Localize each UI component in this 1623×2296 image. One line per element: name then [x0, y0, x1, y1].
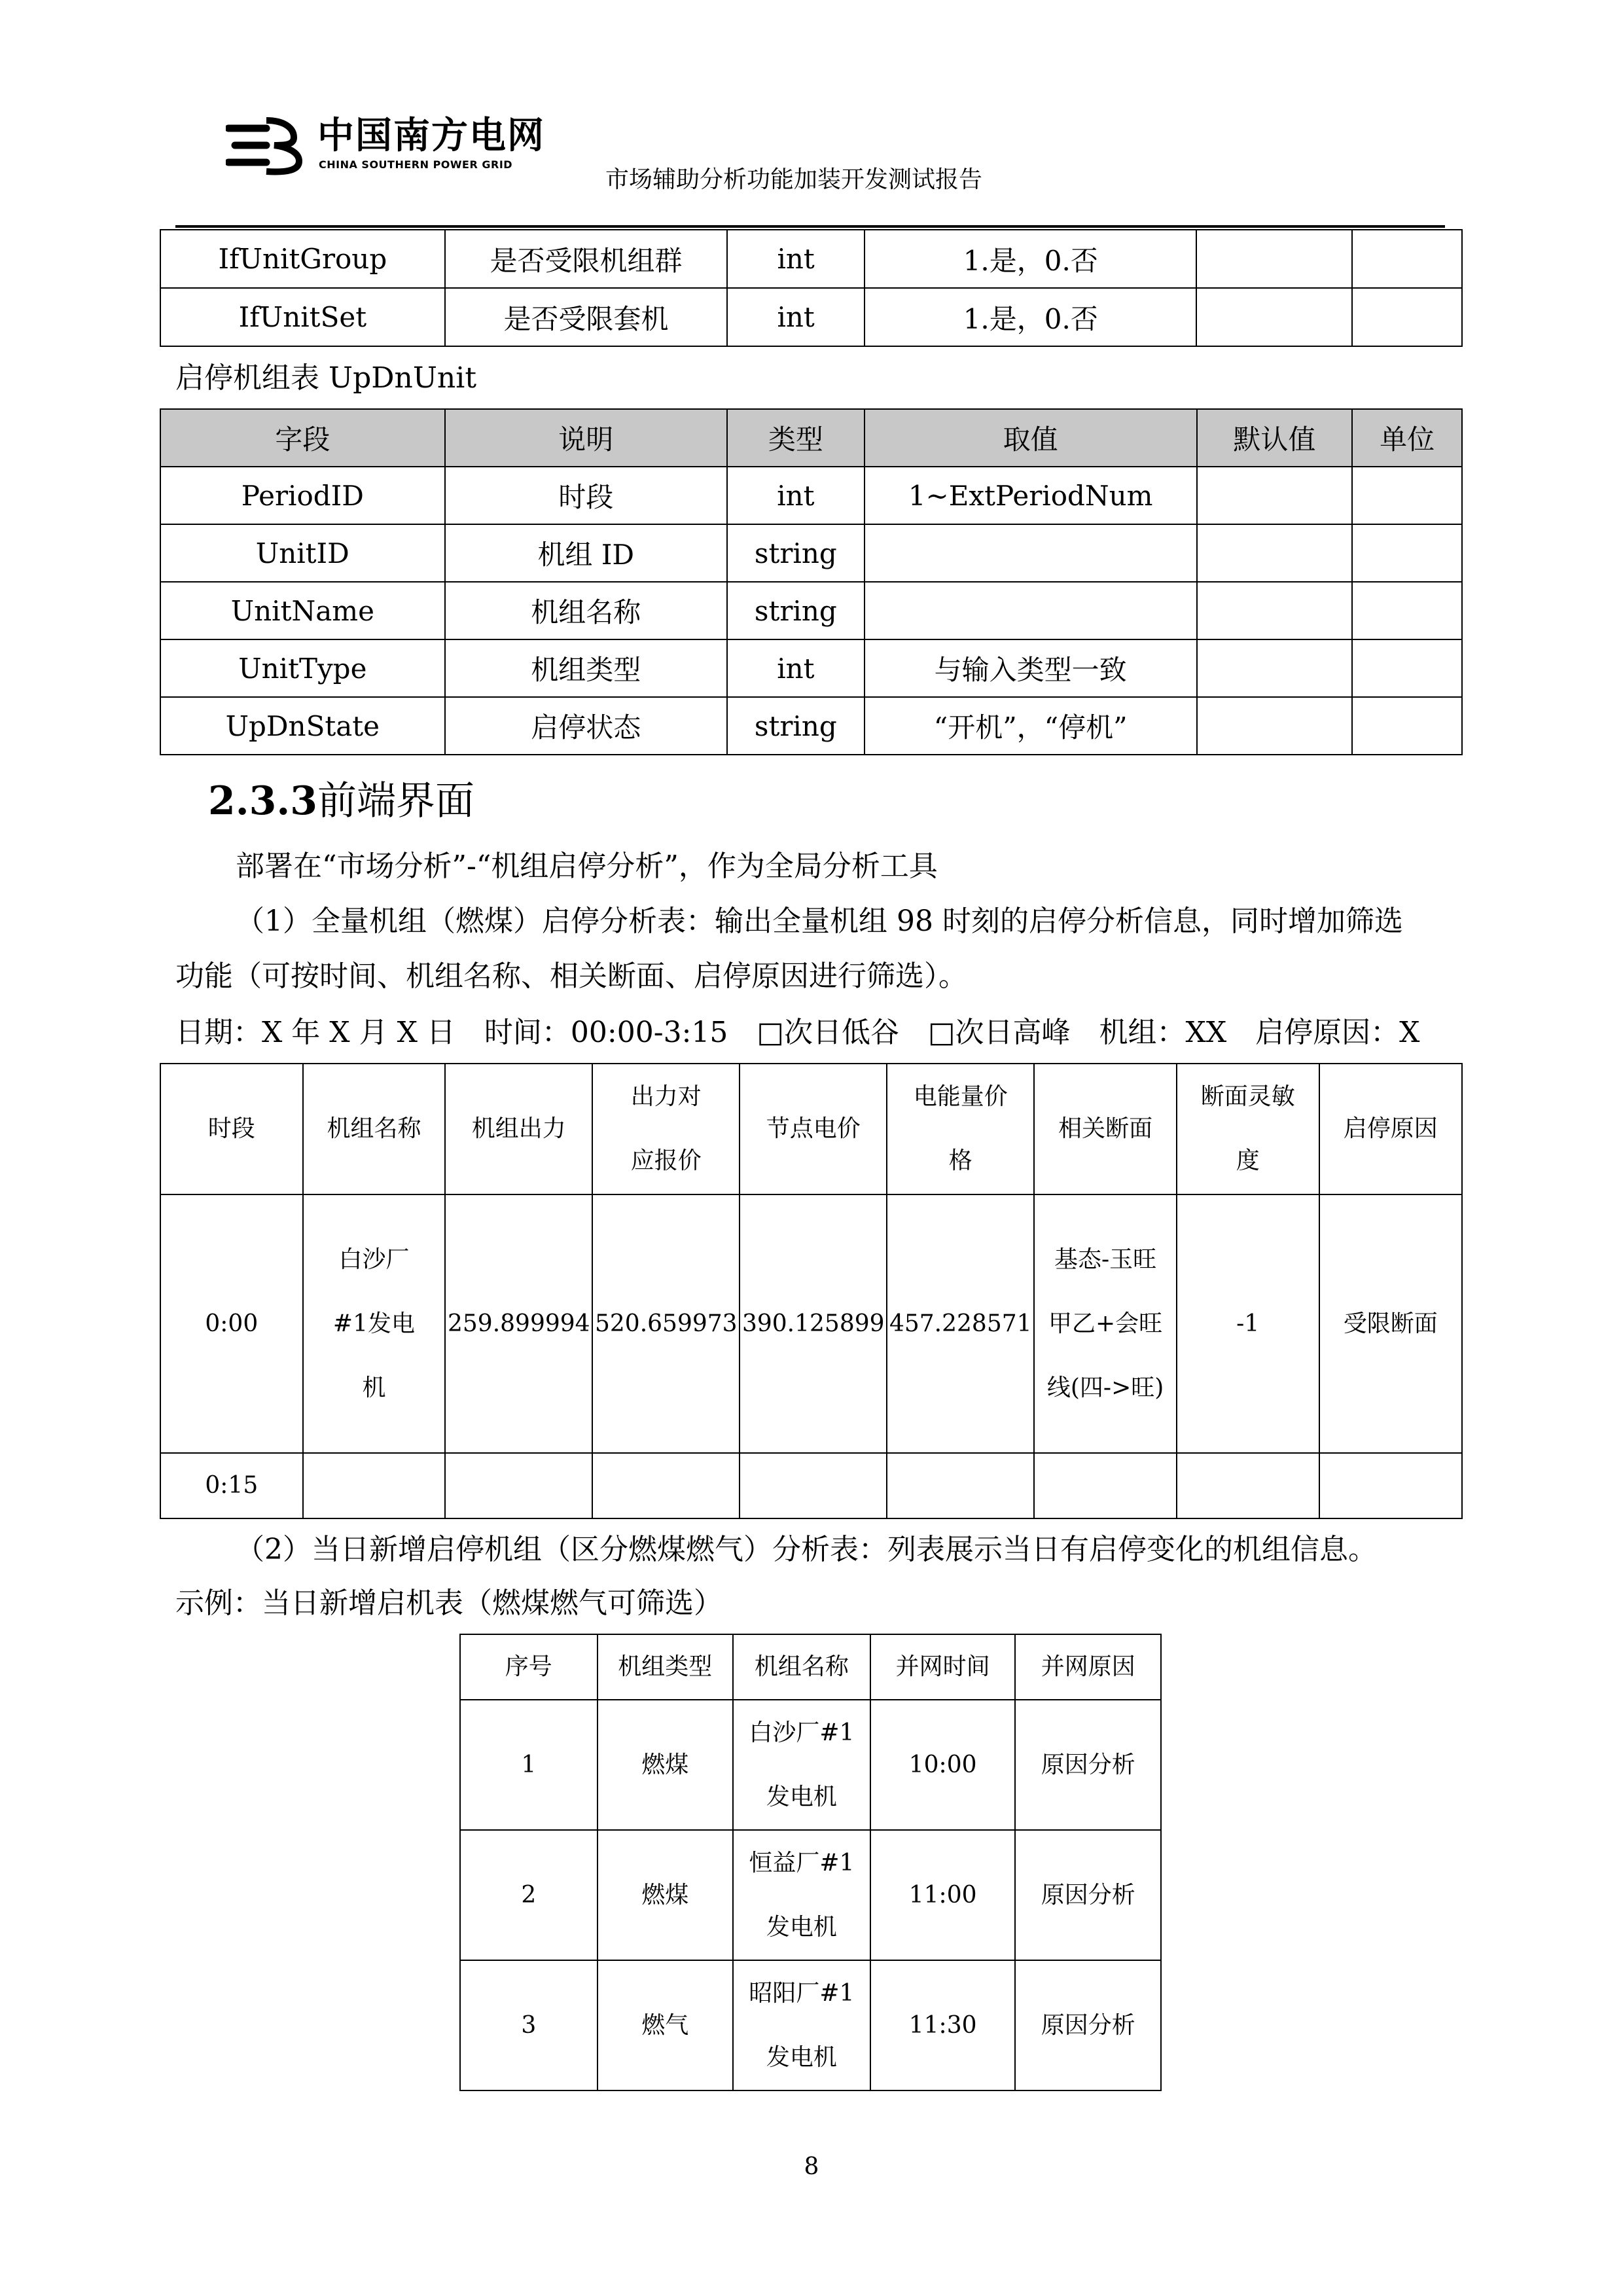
- table-cell: 与输入类型一致: [865, 639, 1197, 697]
- table-cell: 燃煤: [597, 1830, 734, 1960]
- table-cell: 机组名称: [445, 582, 727, 639]
- table-cell: [1034, 1453, 1177, 1518]
- column-header: 机组名称: [303, 1064, 446, 1194]
- column-header: 机组出力: [445, 1064, 592, 1194]
- table-cell: [1196, 288, 1352, 346]
- table-cell: UpDnState: [160, 697, 445, 755]
- company-logo: [226, 115, 566, 175]
- table-cell: [887, 1453, 1034, 1518]
- table-cell: [1197, 524, 1353, 582]
- table-cell: 1~ExtPeriodNum: [865, 467, 1197, 524]
- table-row: [160, 467, 1462, 524]
- table-cell: string: [727, 582, 865, 639]
- column-header: 并网时间: [870, 1634, 1016, 1700]
- power-grid-logo-icon: [226, 115, 304, 175]
- table-cell: [740, 1453, 887, 1518]
- header-divider: [175, 225, 1445, 228]
- section-number: 2.3.3: [208, 778, 318, 824]
- table-cell: 1.是，0.否: [865, 288, 1196, 346]
- column-header: 相关断面: [1034, 1064, 1177, 1194]
- table-cell: 白沙厂#1发电机: [733, 1700, 870, 1830]
- column-header: 时段: [160, 1064, 303, 1194]
- table-cell: 启停状态: [445, 697, 727, 755]
- column-header: 电能量价格: [887, 1064, 1034, 1194]
- table-row: [160, 524, 1462, 582]
- item1-text-line1: （1）全量机组（燃煤）启停分析表：输出全量机组 98 时刻的启停分析信息，同时增加筛选: [236, 905, 1403, 938]
- table-header-row: [460, 1634, 1161, 1700]
- table-cell: [303, 1453, 446, 1518]
- column-header: 机组类型: [597, 1634, 734, 1700]
- column-header: 启停原因: [1319, 1064, 1462, 1194]
- table-cell: 11:30: [870, 1960, 1016, 2090]
- table-cell: int: [727, 288, 865, 346]
- filter-bar: 日期：X 年 X 月 X 日 时间：00:00-3:15 □次日低谷 □次日高峰 机组：XX 启停原因：X: [175, 1016, 1420, 1049]
- updn-unit-table: [160, 408, 1463, 755]
- table-row: [460, 1830, 1161, 1960]
- logo-chinese-name: 中国南方电网: [317, 115, 545, 157]
- table-cell: [592, 1453, 740, 1518]
- table-cell: [1319, 1453, 1462, 1518]
- table-cell: [865, 524, 1197, 582]
- table-cell: 10:00: [870, 1700, 1016, 1830]
- table-cell: 0:00: [160, 1194, 303, 1453]
- table-cell: int: [727, 639, 865, 697]
- table-cell: 11:00: [870, 1830, 1016, 1960]
- table-cell: [1352, 524, 1462, 582]
- table-cell: 520.659973: [592, 1194, 740, 1453]
- table-header-row: [160, 1064, 1462, 1194]
- table-row: [160, 1194, 1462, 1453]
- column-header: 序号: [460, 1634, 597, 1700]
- table-cell: 机组类型: [445, 639, 727, 697]
- table-cell: [1352, 230, 1462, 288]
- table-cell: IfUnitSet: [160, 288, 445, 346]
- table-cell: 390.125899: [740, 1194, 887, 1453]
- table-cell: 是否受限机组群: [445, 230, 727, 288]
- column-header: 单位: [1352, 409, 1462, 467]
- table-cell: 原因分析: [1015, 1960, 1161, 2090]
- table-cell: [865, 582, 1197, 639]
- table-cell: 机组 ID: [445, 524, 727, 582]
- table-cell: UnitType: [160, 639, 445, 697]
- table-cell: 昭阳厂#1发电机: [733, 1960, 870, 2090]
- table-cell: UnitName: [160, 582, 445, 639]
- table-header-row: [160, 409, 1462, 467]
- column-header: 并网原因: [1015, 1634, 1161, 1700]
- table-cell: 2: [460, 1830, 597, 1960]
- table-cell: 457.228571: [887, 1194, 1034, 1453]
- table-cell: 原因分析: [1015, 1830, 1161, 1960]
- table-cell: [445, 1453, 592, 1518]
- field-table-continued: [160, 229, 1463, 347]
- table-row: [160, 288, 1462, 346]
- table-cell: string: [727, 524, 865, 582]
- table-cell: 燃煤: [597, 1700, 734, 1830]
- table-row: [160, 1453, 1462, 1518]
- section-intro: 部署在“市场分析”-“机组启停分析”，作为全局分析工具: [236, 850, 938, 883]
- table-cell: 3: [460, 1960, 597, 2090]
- item1-text-line2: 功能（可按时间、机组名称、相关断面、启停原因进行筛选）。: [175, 960, 967, 993]
- table-cell: int: [727, 467, 865, 524]
- table-row: [160, 697, 1462, 755]
- column-header: 默认值: [1197, 409, 1353, 467]
- table-cell: string: [727, 697, 865, 755]
- table-row: [160, 639, 1462, 697]
- table-row: [160, 230, 1462, 288]
- table-cell: 燃气: [597, 1960, 734, 2090]
- column-header: 节点电价: [740, 1064, 887, 1194]
- table-cell: -1: [1177, 1194, 1319, 1453]
- new-startup-unit-table: [459, 1634, 1162, 2091]
- table-cell: 是否受限套机: [445, 288, 727, 346]
- column-header: 说明: [445, 409, 727, 467]
- table-cell: [1352, 639, 1462, 697]
- table-cell: 1: [460, 1700, 597, 1830]
- table-cell: int: [727, 230, 865, 288]
- table-cell: 基态-玉旺甲乙+会旺线(四->旺): [1034, 1194, 1177, 1453]
- table-row: [460, 1960, 1161, 2090]
- table-cell: [1197, 639, 1353, 697]
- item2-text-line1: （2）当日新增启停机组（区分燃煤燃气）分析表：列表展示当日有启停变化的机组信息。: [236, 1533, 1377, 1566]
- table-cell: 时段: [445, 467, 727, 524]
- table-cell: PeriodID: [160, 467, 445, 524]
- column-header: 机组名称: [733, 1634, 870, 1700]
- unit-startstop-analysis-table: [160, 1063, 1463, 1519]
- column-header: 字段: [160, 409, 445, 467]
- table-cell: 原因分析: [1015, 1700, 1161, 1830]
- table-cell: IfUnitGroup: [160, 230, 445, 288]
- table-cell: 受限断面: [1319, 1194, 1462, 1453]
- report-title: 市场辅助分析功能加装开发测试报告: [605, 166, 983, 193]
- table-cell: UnitID: [160, 524, 445, 582]
- table-cell: [1197, 467, 1353, 524]
- table-cell: [1177, 1453, 1319, 1518]
- column-header: 出力对应报价: [592, 1064, 740, 1194]
- column-header: 断面灵敏度: [1177, 1064, 1319, 1194]
- table-cell: [1197, 697, 1353, 755]
- table-cell: [1352, 288, 1462, 346]
- table-cell: 0:15: [160, 1453, 303, 1518]
- table-row: [160, 582, 1462, 639]
- table-cell: “开机”，“停机”: [865, 697, 1197, 755]
- table-cell: [1196, 230, 1352, 288]
- table-cell: [1352, 697, 1462, 755]
- table-row: [460, 1700, 1161, 1830]
- page-number: 8: [804, 2153, 819, 2180]
- table-cell: 259.899994: [445, 1194, 592, 1453]
- item2-text-line2: 示例：当日新增启机表（燃煤燃气可筛选）: [175, 1587, 722, 1620]
- table-cell: [1352, 582, 1462, 639]
- logo-english-name: CHINA SOUTHERN POWER GRID: [319, 158, 513, 171]
- table-cell: [1352, 467, 1462, 524]
- section-title: 前端界面: [317, 778, 475, 824]
- table-cell: 1.是，0.否: [865, 230, 1196, 288]
- table-cell: 白沙厂#1发电机: [303, 1194, 446, 1453]
- table-cell: 恒益厂#1发电机: [733, 1830, 870, 1960]
- table-caption: 启停机组表 UpDnUnit: [175, 361, 477, 395]
- section-heading: [208, 770, 474, 826]
- column-header: 类型: [727, 409, 865, 467]
- table-cell: [1197, 582, 1353, 639]
- column-header: 取值: [865, 409, 1197, 467]
